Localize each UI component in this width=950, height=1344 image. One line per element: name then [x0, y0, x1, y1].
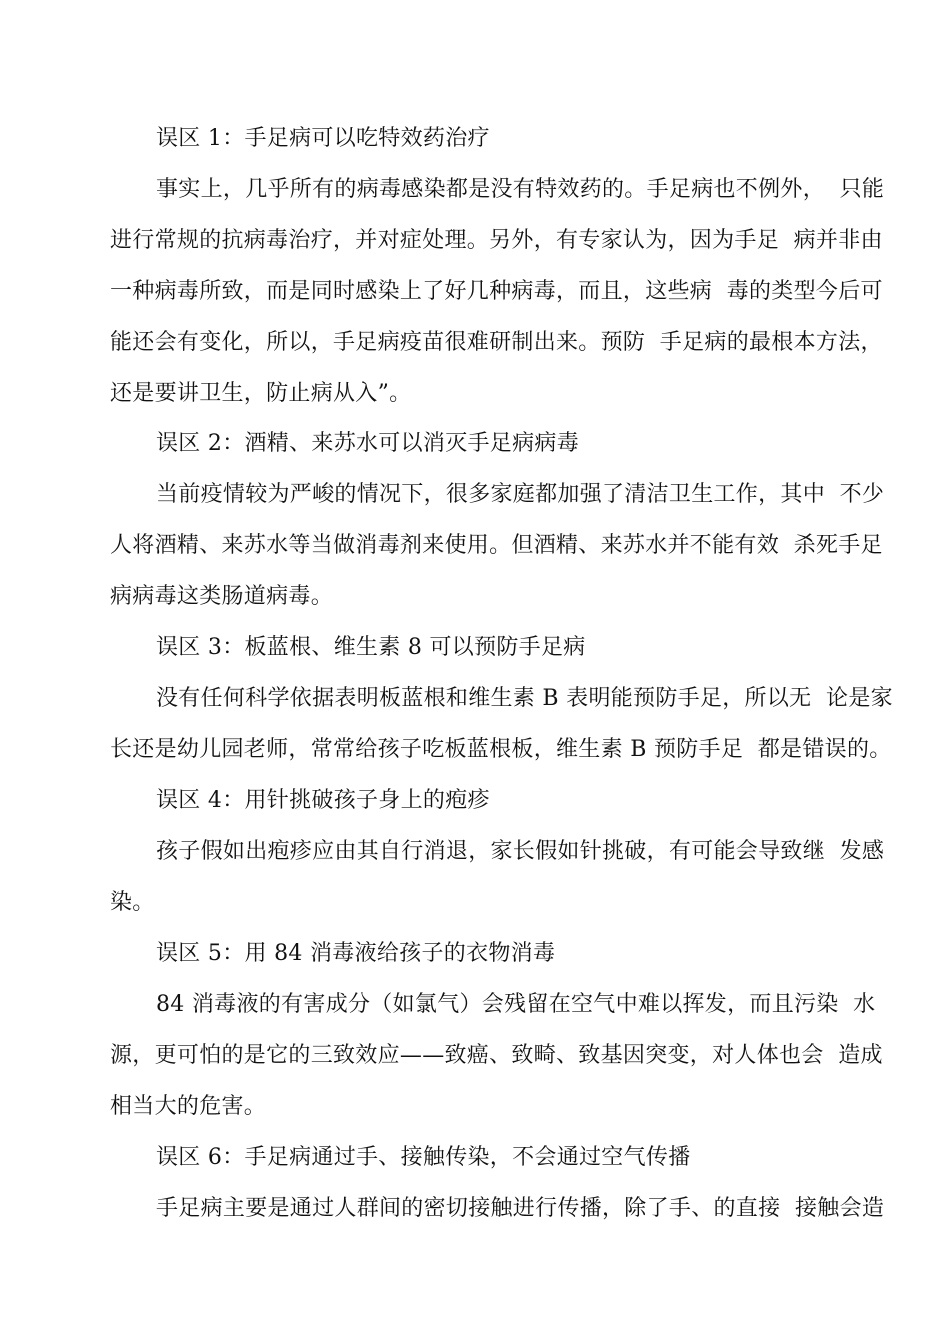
paragraph-line: 染。: [110, 890, 155, 915]
section-heading: 误区 2：酒精、来苏水可以消灭手足病病毒: [156, 431, 579, 456]
paragraph-line: 没有任何科学依据表明板蓝根和维生素 B 表明能预防手足，所以无 论是家: [156, 686, 893, 711]
paragraph-line: 事实上，几乎所有的病毒感染都是没有特效药的。手足病也不例外， 只能: [156, 177, 885, 202]
paragraph-line: 当前疫情较为严峻的情况下，很多家庭都加强了清洁卫生工作，其中 不少: [156, 482, 885, 507]
section-heading: 误区 3：板蓝根、维生素 8 可以预防手足病: [156, 635, 586, 660]
paragraph-line: 长还是幼儿园老师，常常给孩子吃板蓝根板，维生素 B 预防手足 都是错误的。: [110, 737, 892, 762]
paragraph-line: 相当大的危害。: [110, 1094, 267, 1119]
section-heading: 误区 5：用 84 消毒液给孩子的衣物消毒: [156, 941, 556, 966]
paragraph-line: 孩子假如出疱疹应由其自行消退，家长假如针挑破，有可能会导致继 发感: [156, 839, 885, 864]
paragraph-line: 84 消毒液的有害成分（如氯气）会残留在空气中难以挥发，而且污染 水: [156, 992, 876, 1017]
paragraph-line: 进行常规的抗病毒治疗，并对症处理。另外，有专家认为，因为手足 病并非由: [110, 228, 883, 253]
paragraph-line: 一种病毒所致，而是同时感染上了好几种病毒，而且，这些病 毒的类型今后可: [110, 279, 883, 304]
paragraph-line: 能还会有变化，所以，手足病疫苗很难研制出来。预防 手足病的最根本方法，: [110, 330, 883, 355]
section-heading: 误区 6：手足病通过手、接触传染，不会通过空气传播: [156, 1145, 691, 1170]
paragraph-line: 人将酒精、来苏水等当做消毒剂来使用。但酒精、来苏水并不能有效 杀死手足: [110, 533, 883, 558]
paragraph-line: 源，更可怕的是它的三致效应——致癌、致畸、致基因突变，对人体也会 造成: [110, 1043, 883, 1068]
section-heading: 误区 4：用针挑破孩子身上的疱疹: [156, 788, 490, 813]
paragraph-line: 手足病主要是通过人群间的密切接触进行传播，除了手、的直接 接触会造: [156, 1196, 885, 1221]
section-heading: 误区 1：手足病可以吃特效药治疗: [156, 126, 490, 151]
paragraph-line: 还是要讲卫生，防止病从入”。: [110, 381, 412, 406]
paragraph-line: 病病毒这类肠道病毒。: [110, 584, 334, 609]
